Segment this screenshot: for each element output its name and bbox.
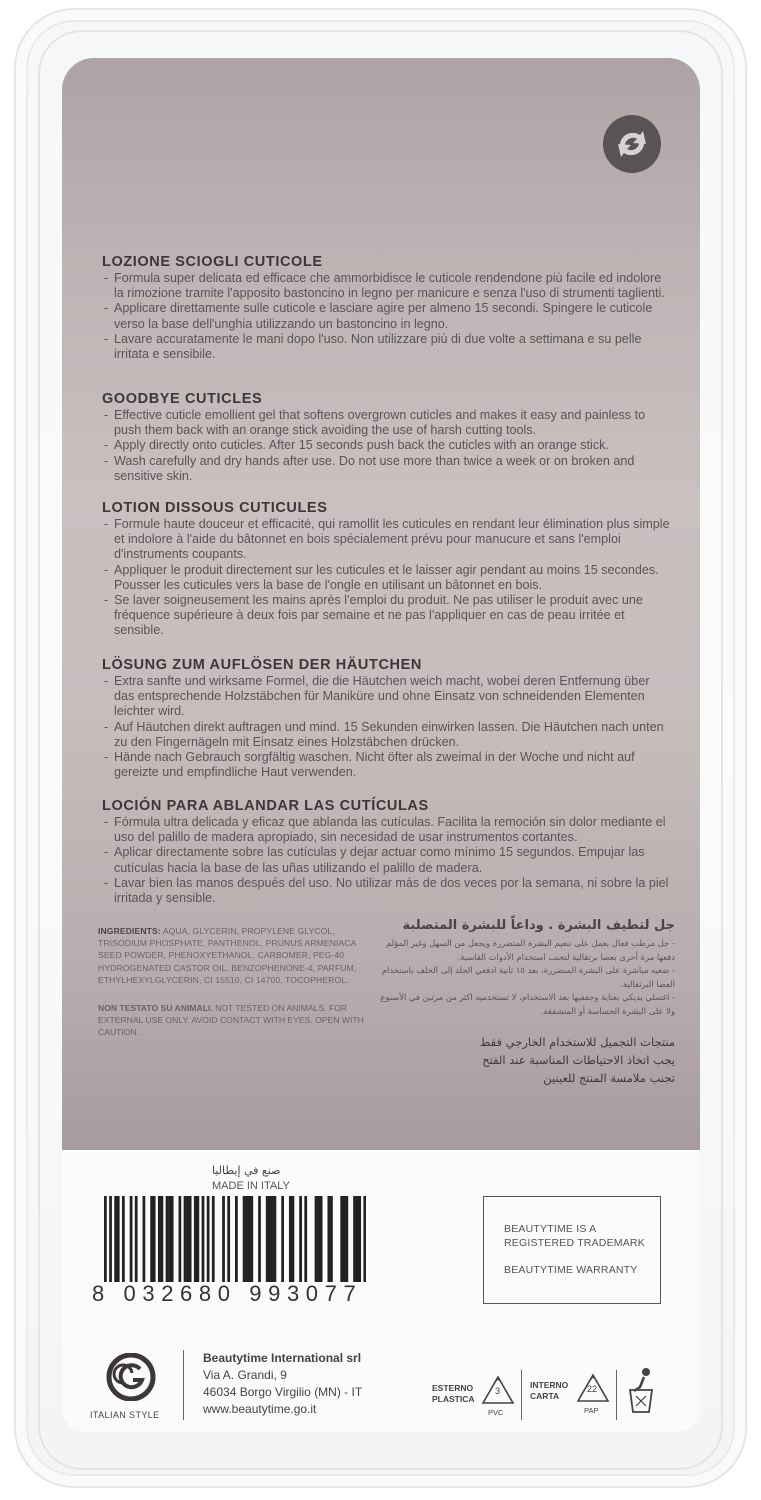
outer-label-line: ESTERNO [432, 1383, 474, 1393]
bullet: - Fórmula ultra delicada y eficaz que ablanda las cutículas. Facilita la remoción sin dolor mediante el uso del palillo de madera apropiado, sin necesidad de usar instrumentos cortantes. [102, 815, 672, 845]
bullet: - Se laver soigneusement les mains après l'emploi du produit. Ne pas utiliser le produit avec une fréquence supérieure à deux fois par semaine et ne pas l'appliquer en cas de peau irritée et sensible. [102, 593, 672, 639]
barcode-bar [122, 1196, 125, 1282]
barcode-bar [212, 1196, 215, 1282]
trademark-line: REGISTERED TRADEMARK [504, 1237, 645, 1249]
brand-logo-icon [96, 1353, 166, 1401]
arabic-footer [372, 1033, 675, 1087]
barcode-bar [153, 1196, 156, 1282]
barcode-bar [292, 1196, 295, 1282]
bullet: - Auf Häutchen direkt auftragen und mind. 15 Sekunden einwirken lassen. Die Häutchen nach unten zu den Fingernägeln mit Einsatz eines Holzstäbchen drücken. [102, 720, 672, 750]
barcode-bar [202, 1196, 205, 1282]
barcode-bar [353, 1196, 356, 1282]
barcode-bar [207, 1196, 210, 1282]
barcode-bar [330, 1196, 333, 1282]
inner-label-line: INTERNO [530, 1380, 569, 1390]
barcode-bar [168, 1196, 171, 1282]
barcode-bar [194, 1196, 197, 1282]
bullet: - Lavare accuratamente le mani dopo l'uso. Non utilizzare più di due volte a settimana e su pelle irritata e sensibile. [102, 332, 672, 362]
bullet: - Extra sanfte und wirksame Formel, die die Häutchen weich macht, wobei deren Entfernung über das entsprechende Holzstäbchen für Maniküre und ohne Einsatz von schneidenden Elementen leichter wird. [102, 674, 672, 720]
barcode-bar [245, 1196, 248, 1282]
inner-code: PAP [584, 1406, 599, 1415]
barcode-bar [186, 1196, 189, 1282]
barcode-bar [268, 1196, 271, 1282]
outer-material-label [432, 1383, 475, 1405]
recycle-icon [603, 115, 661, 173]
barcode-bar [271, 1196, 274, 1282]
divider [521, 1370, 522, 1420]
barcode [104, 1196, 366, 1282]
inner-material-label [530, 1380, 568, 1402]
barcode-bar [171, 1196, 174, 1282]
bullet: - Appliquer le produit directement sur les cuticules et le laisser agir pendant au moins 15 secondes. Pousser les cuticules vers la base de l'ongle en utilisant un bâtonnet en bois. [102, 563, 672, 593]
barcode-bar [356, 1196, 359, 1282]
barcode-bar [248, 1196, 251, 1282]
ingredients-list [98, 925, 368, 986]
inner-number: 22 [587, 1384, 598, 1394]
company-web: www.beautytime.go.it [203, 1402, 317, 1416]
outer-number: 3 [495, 1386, 501, 1396]
company-city: 46034 Borgo Virgilio (MN) - IT [203, 1385, 363, 1399]
barcode-bar [178, 1196, 181, 1282]
inner-label-line: CARTA [530, 1391, 560, 1401]
barcode-bar [109, 1196, 112, 1282]
barcode-bar [327, 1196, 330, 1282]
barcode-bar [161, 1196, 164, 1282]
barcode-bar [363, 1196, 366, 1282]
outer-code: PVC [488, 1408, 504, 1417]
trademark-warranty: BEAUTYTIME WARRANTY [504, 1264, 638, 1276]
section-title: LÖSUNG ZUM AUFLÖSEN DER HÄUTCHEN [102, 657, 422, 673]
barcode-bar [258, 1196, 261, 1282]
barcode-bar [358, 1196, 361, 1282]
barcode-bar [150, 1196, 153, 1282]
barcode-bar [304, 1196, 307, 1282]
section-german [102, 656, 672, 780]
barcode-bar [189, 1196, 192, 1282]
warnings-lead: NON TESTATO SU ANIMALI. [98, 1003, 213, 1013]
barcode-bar [235, 1196, 238, 1282]
barcode-bar [114, 1196, 117, 1282]
barcode-bar [243, 1196, 246, 1282]
barcode-bar [289, 1196, 292, 1282]
barcode-bar [250, 1196, 253, 1282]
barcode-bar [130, 1196, 133, 1282]
warnings-text [98, 1002, 368, 1039]
trademark-box [483, 1196, 661, 1304]
barcode-bar [266, 1196, 269, 1282]
barcode-bar [299, 1196, 302, 1282]
arabic-line: - جل مرطب فعال يعمل على تنعيم البشرة المتضررة ويجعل من السهل وغير المؤلم دفعها مرة أخرى بعصا برتقالية لتجنب استخدام الأدوات القاسية. [386, 938, 675, 962]
barcode-bar [315, 1196, 318, 1282]
section-spanish [102, 797, 672, 906]
barcode-bar [317, 1196, 320, 1282]
section-italian [102, 253, 672, 362]
section-title: LOCIÓN PARA ABLANDAR LAS CUTÍCULAS [102, 798, 429, 814]
divider [616, 1370, 617, 1420]
trademark-line: BEAUTYTIME IS A [504, 1223, 597, 1235]
warnings-body: NOT TESTED ON ANIMALS. FOR EXTERNAL USE ONLY. AVOID CONTACT WITH EYES. OPEN WITH CAUTION. [98, 1003, 364, 1038]
section-french [102, 499, 672, 639]
barcode-bar [135, 1196, 138, 1282]
ingredients-label: INGREDIENTS: [98, 926, 161, 936]
bullet: - Apply directly onto cuticles. After 15 seconds push back the cuticles with an orange stick. [102, 438, 672, 453]
barcode-bar [320, 1196, 323, 1282]
barcode-bar [343, 1196, 346, 1282]
barcode-bar [345, 1196, 348, 1282]
arabic-line: - ضعيه مباشرة على البشرة المتضررة، بعد ١٥ ثانية ادفعي الجلد إلى الخلف باستخدام العصا البرتقالية. [381, 965, 675, 989]
barcode-bar [281, 1196, 284, 1282]
barcode-digits: 8 032680 993077 [92, 1281, 363, 1306]
divider [183, 1350, 184, 1420]
barcode-bar [196, 1196, 199, 1282]
section-title: GOODBYE CUTICLES [102, 391, 263, 407]
section-title: LOZIONE SCIOGLI CUTICOLE [102, 254, 323, 270]
arabic-title: جل لتطيف البشرة . وداعاً للبشرة المتصلبة [402, 918, 675, 933]
barcode-bar [227, 1196, 230, 1282]
arabic-footer-line: يجب اتخاذ الاحتياطات المناسبة عند الفتح [482, 1052, 675, 1067]
ingredients-text: AQUA, GLYCERIN, PROPYLENE GLYCOL, TRISODIUM PHOSPHATE, PANTHENOL, PRUNUS ARMENIACA SEED POWDER, PHENOXYETHANOL, CARBOMER, PEG-40 HYDROGENATED CASTOR OIL, BENZOPHENONE-4, PARFUM, ETHYLHEXYLGLYCERIN, CI 15510, CI 14700, TOCOPHEROL. [98, 926, 357, 985]
barcode-bar [158, 1196, 161, 1282]
section-title: LOTION DISSOUS CUTICULES [102, 500, 328, 516]
arabic-footer-line: منتجات التجميل للاستخدام الخارجي فقط [479, 1034, 675, 1049]
barcode-bar [274, 1196, 277, 1282]
outer-label-line: PLASTICA [432, 1394, 475, 1404]
barcode-bar [184, 1196, 187, 1282]
barcode-bar [340, 1196, 343, 1282]
arabic-line: - اغسلي يديكي بعناية وجففيها بعد الاستخدام، لا تستخدميه اكثر من مرتين في الأسبوع ولا على البشرة الحساسة أو المتشققة. [380, 992, 675, 1016]
company-street: Via A. Grandi, 9 [203, 1368, 287, 1382]
arabic-footer-line: تجنب ملامسة المنتج للعينين [543, 1070, 675, 1085]
bullet: - Aplicar directamente sobre las cutículas y dejar actuar como mínimo 15 segundos. Empujar las cutículas hacia la base de las uñas utilizando el palillo de madera. [102, 845, 672, 875]
section-english [102, 390, 672, 484]
bullet: - Formula super delicata ed efficace che ammorbidisce le cuticole rendendone più facile ed indolore la rimozione tramite l'apposito bastoncino in legno per manicure e senza l'uso di strumenti taglienti. [102, 271, 672, 301]
barcode-bar [166, 1196, 169, 1282]
made-in-arabic: صنع في إيطاليا [212, 1164, 281, 1177]
bin-disposal-icon [622, 1366, 662, 1416]
bullet: - Hände nach Gebrauch sorgfältig waschen. Nicht öfter als zweimal in der Woche und nicht auf gereizte und empfindliche Haut verwenden. [102, 750, 672, 780]
brand-caption: ITALIAN STYLE [90, 1410, 160, 1420]
company-address [203, 1350, 362, 1418]
barcode-bar [222, 1196, 225, 1282]
bullet: - Effective cuticle emollient gel that softens overgrown cuticles and makes it easy and painless to push them back with an orange stick avoiding the use of harsh cutting tools. [102, 408, 672, 438]
made-in-english: MADE IN ITALY [212, 1180, 290, 1192]
barcode-bar [117, 1196, 120, 1282]
arabic-section [372, 915, 675, 1087]
barcode-bar [143, 1196, 146, 1282]
bullet: - Wash carefully and dry hands after use. Do not use more than twice a week or on broken and sensitive skin. [102, 454, 672, 484]
company-name: Beautytime International srl [203, 1351, 362, 1365]
bullet: - Applicare direttamente sulle cuticole e lasciare agire per almeno 15 secondi. Spingere le cuticole verso la base dell'unghia utilizzando un bastoncino in legno. [102, 301, 672, 331]
bullet: - Lavar bien las manos después del uso. No utilizar más de dos veces por la semana, ni sobre la piel irritada y sensible. [102, 876, 672, 906]
bullet: - Formule haute douceur et efficacité, qui ramollit les cuticules en rendant leur élimination plus simple et indolore à l'aide du bâtonnet en bois spécialement prévu pour manucure et sans l'emploi d'instruments coupants. [102, 517, 672, 563]
barcode-bar [104, 1196, 107, 1282]
